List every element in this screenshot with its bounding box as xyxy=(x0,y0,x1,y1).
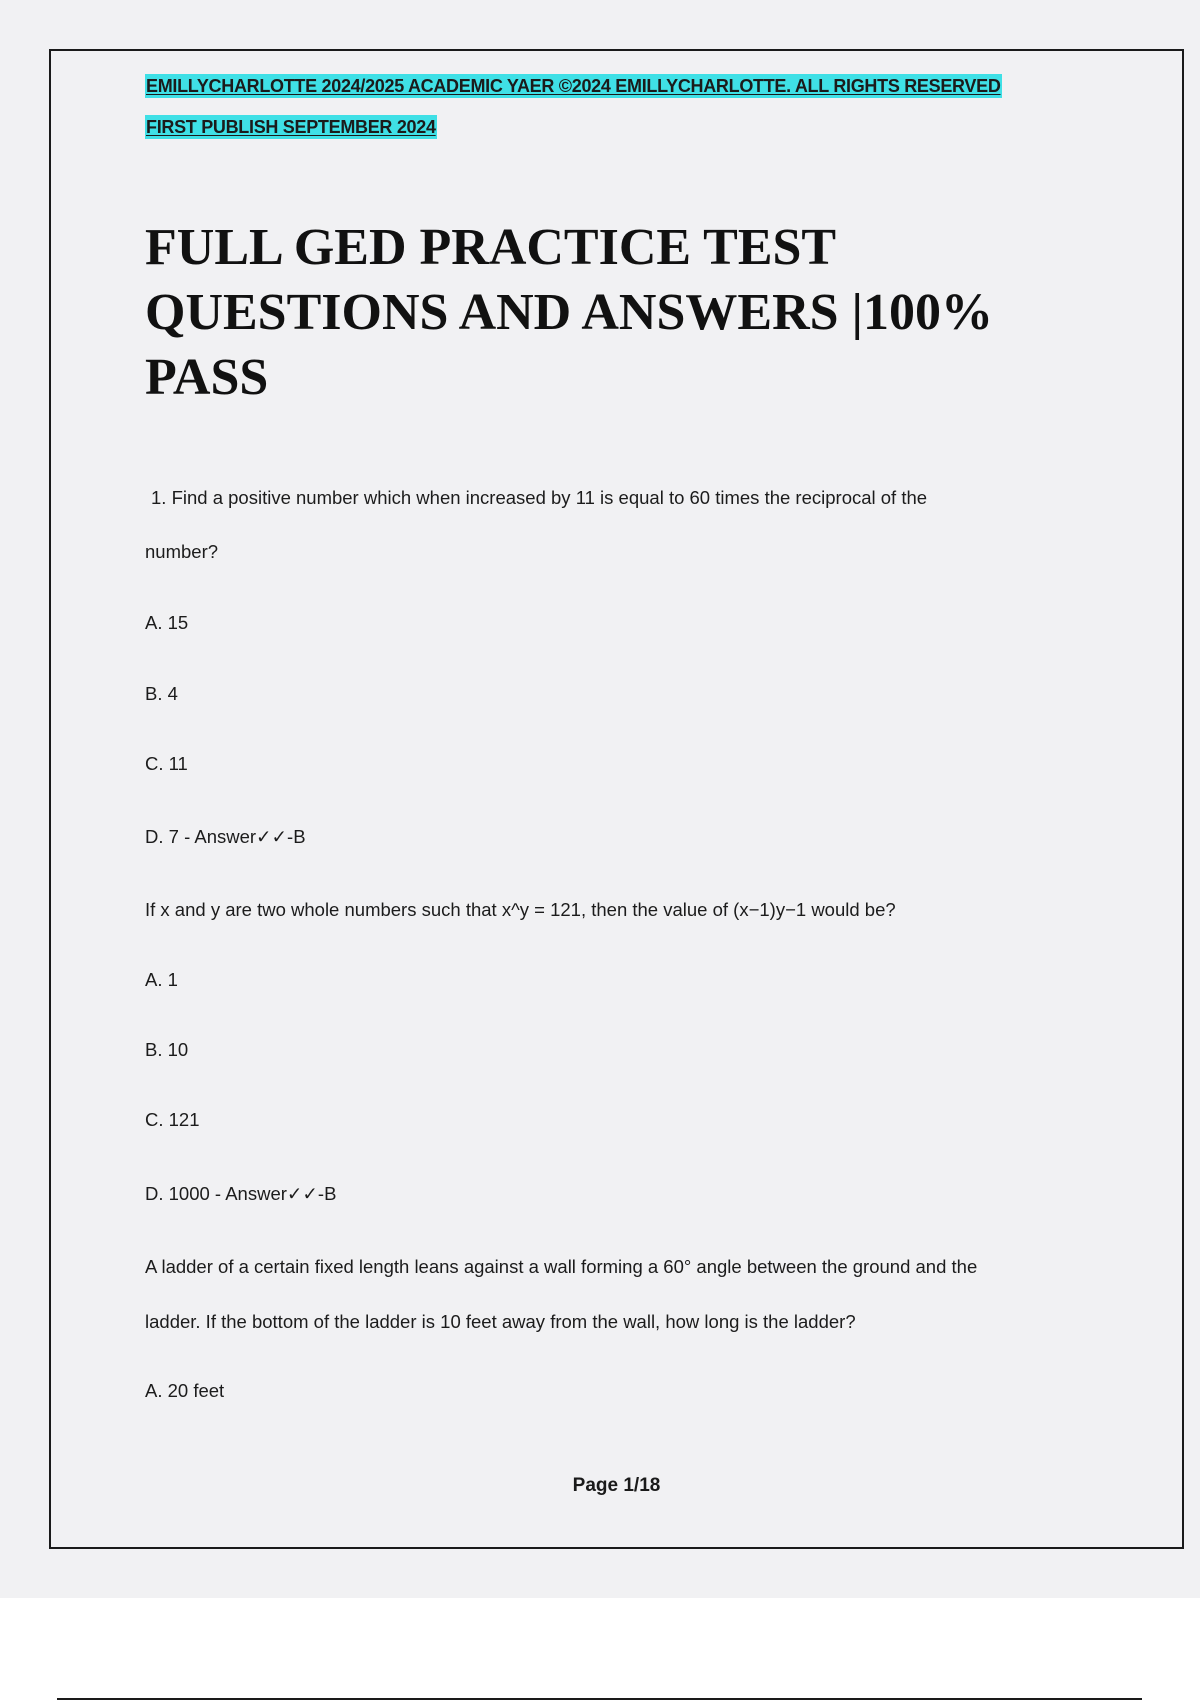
question-1-text-line-1: 1. Find a positive number which when increased by 11 is equal to 60 times the reciprocal of the xyxy=(151,487,928,508)
title-line-2: QUESTIONS AND ANSWERS |100% xyxy=(145,284,993,341)
question-3-option-a: A. 20 feet xyxy=(145,1380,225,1401)
question-2-option-b: B. 10 xyxy=(145,1039,189,1060)
title-line-3: PASS xyxy=(145,349,269,406)
question-3-text-line-1: A ladder of a certain fixed length leans against a wall forming a 60° angle between the ground and the xyxy=(145,1256,978,1277)
question-1-text-line-2: number? xyxy=(145,541,219,562)
question-1-option-b: B. 4 xyxy=(145,683,178,704)
page-number: Page 1/18 xyxy=(572,1475,661,1496)
question-2-option-d-answer: D. 1000 - Answer✓✓-B xyxy=(145,1183,337,1204)
header-copyright-line: EMILLYCHARLOTTE 2024/2025 ACADEMIC YAER ©2024 EMILLYCHARLOTTE. ALL RIGHTS RESERVED xyxy=(146,76,1001,96)
question-1-option-c: C. 11 xyxy=(145,753,188,774)
question-2-text: If x and y are two whole numbers such that x^y = 121, then the value of (x−1)y−1 would be? xyxy=(145,899,896,920)
document-title xyxy=(145,215,1125,410)
header-publish-line: FIRST PUBLISH SEPTEMBER 2024 xyxy=(146,117,436,137)
question-2-option-c: C. 121 xyxy=(145,1109,200,1130)
question-2-option-a: A. 1 xyxy=(145,969,178,990)
question-1-option-a: A. 15 xyxy=(145,612,189,633)
question-1-option-d-answer: D. 7 - Answer✓✓-B xyxy=(145,826,306,847)
title-line-1: FULL GED PRACTICE TEST xyxy=(145,219,837,276)
question-3-text-line-2: ladder. If the bottom of the ladder is 10 feet away from the wall, how long is the ladder? xyxy=(145,1311,856,1332)
